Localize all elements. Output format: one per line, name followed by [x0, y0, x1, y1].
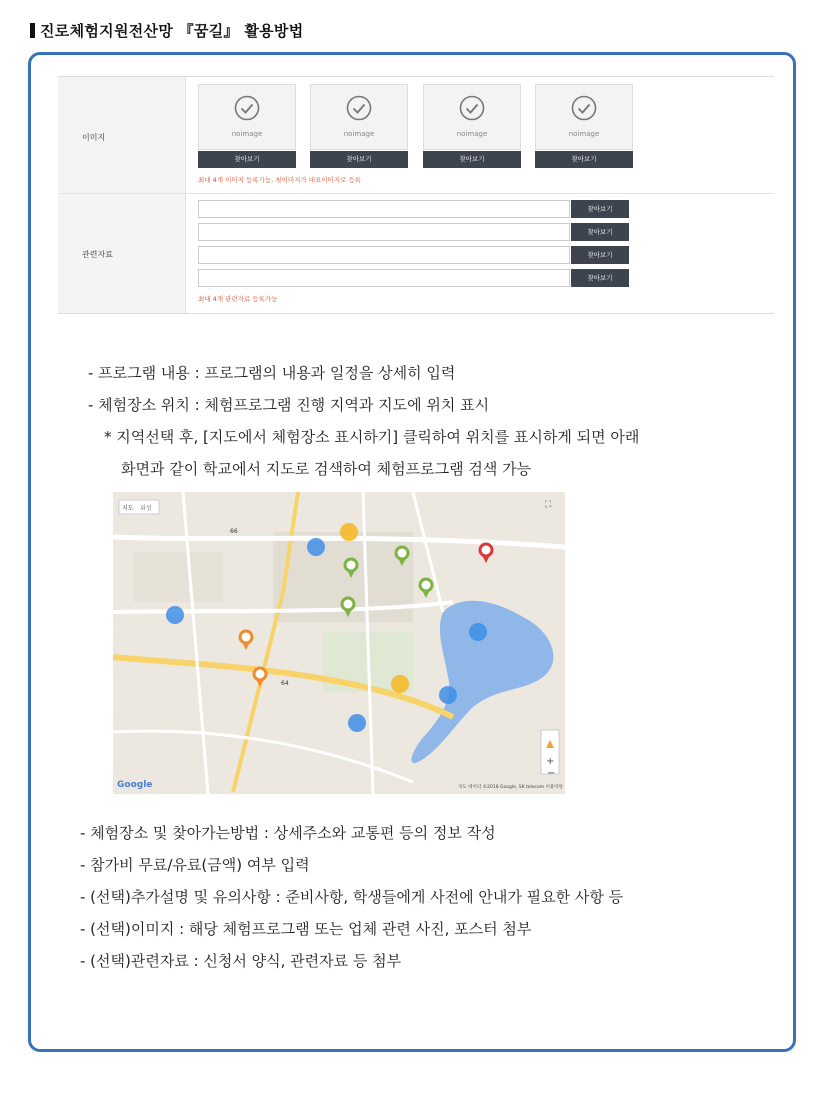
- related-label: 관련자료: [82, 250, 113, 259]
- map-view[interactable]: [113, 492, 565, 794]
- check-circle-icon: [571, 95, 597, 121]
- related-note: 최대 4개 관련자료 등록가능: [198, 295, 278, 303]
- noimage-text: noimage: [343, 130, 375, 138]
- noimage-text: noimage: [568, 130, 600, 138]
- cluster-marker[interactable]: [307, 538, 325, 556]
- image-label: 이미지: [82, 133, 106, 142]
- related-find-button-2[interactable]: 찾아보기: [571, 223, 629, 241]
- zoom-out-icon[interactable]: −: [547, 768, 556, 779]
- instruction-line: - (선택)이미지 : 해당 체험프로그램 또는 업체 관련 사진, 포스터 첨부: [80, 920, 532, 938]
- cluster-marker[interactable]: [348, 714, 366, 732]
- cluster-marker-large[interactable]: [340, 523, 358, 541]
- check-circle-icon: [459, 95, 485, 121]
- related-find-button-1[interactable]: 찾아보기: [571, 200, 629, 218]
- instruction-line: - (선택)관련자료 : 신청서 양식, 관련자료 등 첨부: [80, 952, 402, 970]
- instruction-line: - 체험장소 위치 : 체험프로그램 진행 지역과 지도에 위치 표시: [88, 396, 490, 414]
- form-row-divider: [58, 193, 774, 194]
- image-find-button-4[interactable]: 찾아보기: [535, 151, 633, 168]
- related-file-field-3[interactable]: [198, 246, 570, 264]
- page-title-text: 진로체험지원전산망 『꿈길』 활용방법: [40, 22, 304, 40]
- related-find-button-3[interactable]: 찾아보기: [571, 246, 629, 264]
- map-canvas: [113, 492, 565, 794]
- form-label-column: [58, 77, 186, 313]
- check-circle-icon: [346, 95, 372, 121]
- image-slot-4: [535, 84, 633, 150]
- image-note: 최대 4개 이미지 등록가능, 첫이미지가 대표이미지로 등록: [198, 176, 362, 184]
- map-attribution: 지도 데이터 ©2018 Google, SK telecom 이용약관: [458, 785, 563, 790]
- fullscreen-icon[interactable]: ⛶: [545, 500, 552, 510]
- cluster-marker-small[interactable]: [391, 675, 409, 693]
- related-file-field-2[interactable]: [198, 223, 570, 241]
- instruction-line: - 체험장소 및 찾아가는방법 : 상세주소와 교통편 등의 정보 작성: [80, 824, 496, 842]
- instruction-note-line: * 지역선택 후, [지도에서 체험장소 표시하기] 클릭하여 위치를 표시하게 되면 아래: [104, 428, 640, 446]
- google-logo: Google: [117, 780, 153, 790]
- image-find-button-3[interactable]: 찾아보기: [423, 151, 521, 168]
- upload-form: [58, 76, 774, 314]
- related-file-field-1[interactable]: [198, 200, 570, 218]
- cluster-count-small: 64: [281, 680, 289, 687]
- image-slot-2: [310, 84, 408, 150]
- instruction-line: - (선택)추가설명 및 유의사항 : 준비사항, 학생들에게 사전에 안내가 필요한 사항 등: [80, 888, 624, 906]
- instruction-line: - 참가비 무료/유료(금액) 여부 입력: [80, 856, 310, 874]
- zoom-in-icon[interactable]: +: [546, 756, 555, 767]
- noimage-text: noimage: [231, 130, 263, 138]
- image-slot-1: [198, 84, 296, 150]
- noimage-text: noimage: [456, 130, 488, 138]
- map-tab-satellite[interactable]: 위성: [140, 505, 152, 512]
- image-slot-3: [423, 84, 521, 150]
- check-circle-icon: [234, 95, 260, 121]
- related-find-button-4[interactable]: 찾아보기: [571, 269, 629, 287]
- cluster-marker[interactable]: [439, 686, 457, 704]
- cluster-marker[interactable]: [469, 623, 487, 641]
- cluster-marker[interactable]: [166, 606, 184, 624]
- instruction-note-line: 화면과 같이 학교에서 지도로 검색하여 체험프로그램 검색 가능: [121, 460, 532, 478]
- image-find-button-2[interactable]: 찾아보기: [310, 151, 408, 168]
- map-tab-map[interactable]: 지도: [122, 505, 134, 512]
- cluster-count-large: 66: [230, 528, 238, 535]
- instruction-line: - 프로그램 내용 : 프로그램의 내용과 일정을 상세히 입력: [88, 364, 456, 382]
- related-file-field-4[interactable]: [198, 269, 570, 287]
- title-bar-marker: [30, 23, 35, 38]
- image-find-button-1[interactable]: 찾아보기: [198, 151, 296, 168]
- page-title: [30, 20, 304, 41]
